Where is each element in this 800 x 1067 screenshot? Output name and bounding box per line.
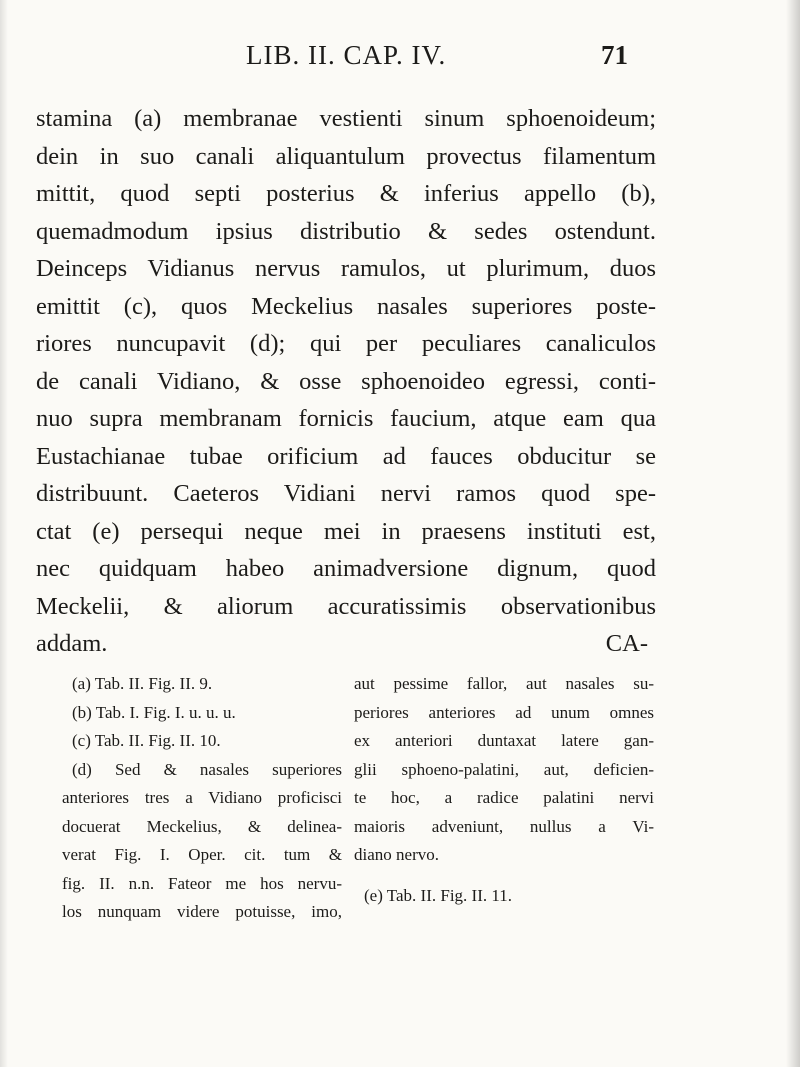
footnote-line: te hoc, a radice palatini nervi	[354, 788, 654, 807]
footnote-line: (c) Tab. II. Fig. II. 10.	[72, 731, 221, 750]
footnote-line: periores anteriores ad unum omnes	[354, 702, 654, 722]
footnote-line: los nunquam videre potuisse, imo,	[62, 902, 342, 921]
footnote-line: glii sphoeno-palatini, aut, deficien-	[354, 759, 654, 779]
footnote-line: docuerat Meckelius, & delinea-	[62, 816, 342, 836]
footnote-line: (a) Tab. II. Fig. II. 9.	[72, 674, 213, 693]
page-edge-shadow-right	[786, 0, 800, 1067]
text-line: nec quidquam habeo animadversione dignum, quod	[36, 555, 656, 582]
page-number: 71	[601, 40, 628, 70]
footnotes-left-column	[62, 670, 342, 927]
text-line: de canali Vidiano, & osse sphoenoideo egressi, conti-	[36, 367, 656, 395]
text-line: stamina (a) membranae vestienti sinum sphoenoideum;	[36, 105, 656, 132]
text-line: ctat (e) persequi neque mei in praesens instituti est,	[36, 517, 656, 545]
text-line: Meckelii, & aliorum accuratissimis observationibus	[36, 592, 656, 620]
footnote-line: aut pessime fallor, aut nasales su-	[354, 674, 654, 693]
text-line: nuo supra membranam fornicis faucium, atque eam qua	[36, 405, 656, 432]
footnotes-right-column	[354, 670, 654, 910]
footnote-line: fig. II. n.n. Fateor me hos nervu-	[62, 873, 342, 893]
text-line: dein in suo canali aliquantulum provectus filamentum	[36, 142, 656, 170]
running-head-title: LIB. II. CAP. IV.	[246, 40, 447, 70]
footnote-line: ex anteriori duntaxat latere gan-	[354, 731, 654, 750]
text-line: mittit, quod septi posterius & inferius appello (b),	[36, 180, 656, 207]
text-line: emittit (c), quos Meckelius nasales superiores poste-	[36, 292, 656, 320]
footnote-line: (e) Tab. II. Fig. II. 11.	[364, 885, 512, 905]
catchword: CA-	[605, 630, 648, 657]
footnote-line: diano nervo.	[354, 845, 439, 864]
text-line: distribuunt. Caeteros Vidiani nervi ramos quod spe-	[36, 480, 656, 507]
footnote-line: (b) Tab. I. Fig. I. u. u. u.	[72, 702, 236, 722]
text-line-end: addam.	[36, 630, 108, 657]
text-line: Eustachianae tubae orificium ad fauces obducitur se	[36, 442, 656, 470]
footnote-line: maioris adveniunt, nullus a Vi-	[354, 816, 654, 836]
text-line: quemadmodum ipsius distributio & sedes ostendunt.	[36, 217, 656, 245]
footnote-line: verat Fig. I. Oper. cit. tum &	[62, 845, 342, 864]
footnote-line: (d) Sed & nasales superiores	[72, 759, 342, 779]
page-edge-shadow-left	[0, 0, 8, 1067]
text-line-last	[36, 625, 656, 663]
text-line: riores nuncupavit (d); qui per peculiares canaliculos	[36, 330, 656, 357]
main-text	[36, 100, 656, 663]
running-header	[36, 40, 676, 76]
text-line: Deinceps Vidianus nervus ramulos, ut plurimum, duos	[36, 255, 656, 282]
footnote-line: anteriores tres a Vidiano proficisci	[62, 788, 342, 807]
